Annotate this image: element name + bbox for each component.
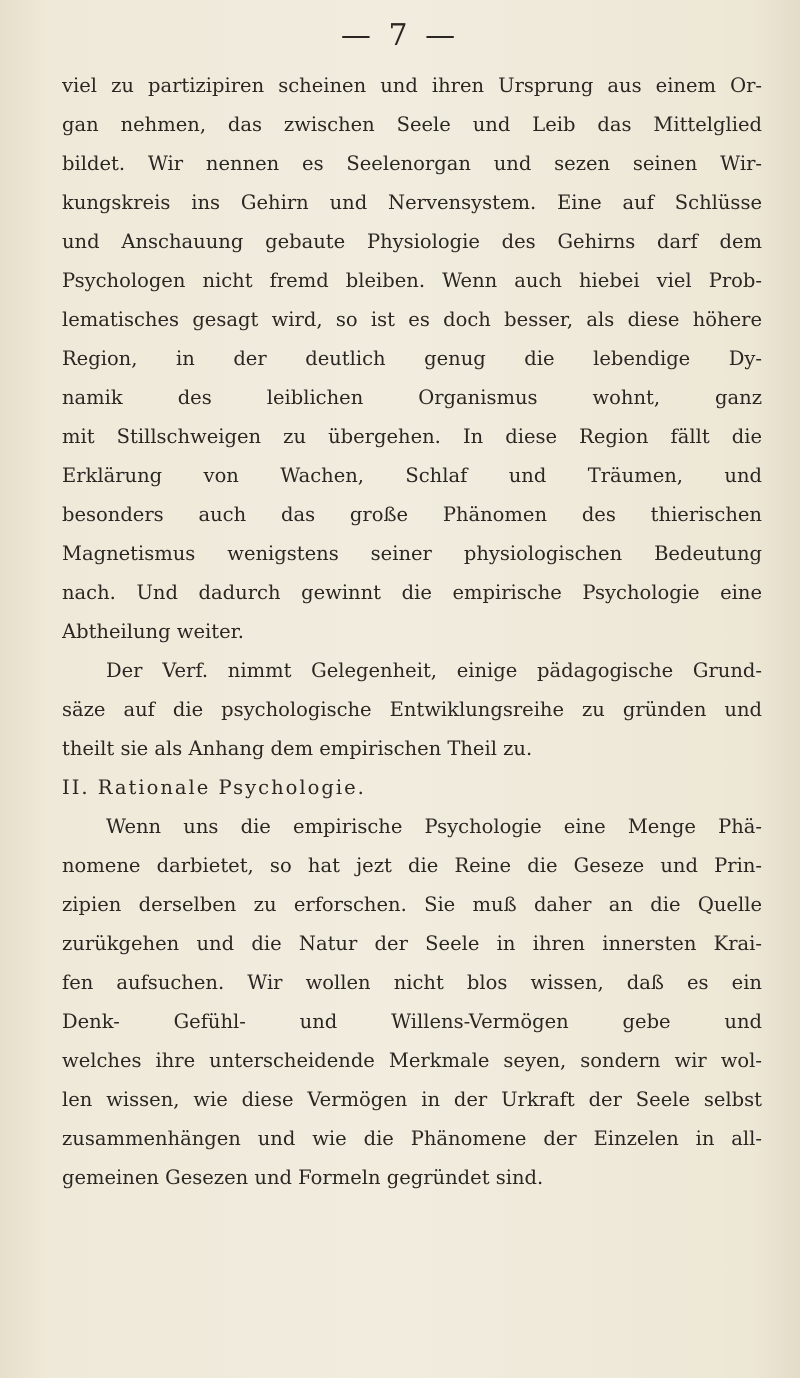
text-line: Erklärung von Wachen, Schlaf und Träumen, und — [62, 464, 762, 487]
text-line: zipien derselben zu erforschen. Sie muß daher an die Quelle — [62, 893, 762, 916]
text-line: gan nehmen, das zwischen Seele und Leib das Mittelglied — [62, 113, 762, 136]
text-line: kungskreis ins Gehirn und Nervensystem. Eine auf Schlüsse — [62, 191, 762, 214]
text-line: Der Verf. nimmt Gelegenheit, einige pädagogische Grund- — [106, 659, 762, 682]
text-line: gemeinen Gesezen und Formeln gegründet sind. — [62, 1166, 544, 1189]
text-line: nach. Und dadurch gewinnt die empirische Psychologie eine — [62, 581, 762, 604]
text-line: Abtheilung weiter. — [62, 620, 244, 643]
text-line: besonders auch das große Phänomen des thierischen — [62, 503, 762, 526]
text-line: viel zu partizipiren scheinen und ihren Ursprung aus einem Or- — [62, 74, 762, 97]
text-line: Psychologen nicht fremd bleiben. Wenn auch hiebei viel Prob- — [62, 269, 762, 292]
page-number: — 7 — — [340, 18, 460, 53]
text-line: welches ihre unterscheidende Merkmale seyen, sondern wir wol- — [62, 1049, 762, 1072]
text-line: lematisches gesagt wird, so ist es doch besser, als diese höhere — [62, 308, 762, 331]
text-line: len wissen, wie diese Vermögen in der Urkraft der Seele selbst — [62, 1088, 762, 1111]
text-line: namik des leiblichen Organismus wohnt, ganz — [62, 386, 762, 409]
text-line: säze auf die psychologische Entwiklungsreihe zu gründen und — [62, 698, 762, 721]
text-line: Denk- Gefühl- und Willens-Vermögen gebe und — [62, 1010, 762, 1033]
text-line: bildet. Wir nennen es Seelenorgan und sezen seinen Wir- — [62, 152, 762, 175]
text-line: und Anschauung gebaute Physiologie des Gehirns darf dem — [62, 230, 762, 253]
text-line: nomene darbietet, so hat jezt die Reine die Geseze und Prin- — [62, 854, 762, 877]
section-heading: II. Rationale Psychologie. — [62, 776, 366, 799]
text-line: Magnetismus wenigstens seiner physiologischen Bedeutung — [62, 542, 762, 565]
text-line: Region, in der deutlich genug die lebendige Dy- — [62, 347, 762, 370]
text-line: zurükgehen und die Natur der Seele in ihren innersten Krai- — [62, 932, 762, 955]
text-line: Wenn uns die empirische Psychologie eine Menge Phä- — [106, 815, 762, 838]
text-line: zusammenhängen und wie die Phänomene der Einzelen in all- — [62, 1127, 762, 1150]
text-line: mit Stillschweigen zu übergehen. In diese Region fällt die — [62, 425, 762, 448]
text-line: theilt sie als Anhang dem empirischen Theil zu. — [62, 737, 533, 760]
text-line: fen aufsuchen. Wir wollen nicht blos wissen, daß es ein — [62, 971, 762, 994]
body-text — [62, 66, 762, 1197]
